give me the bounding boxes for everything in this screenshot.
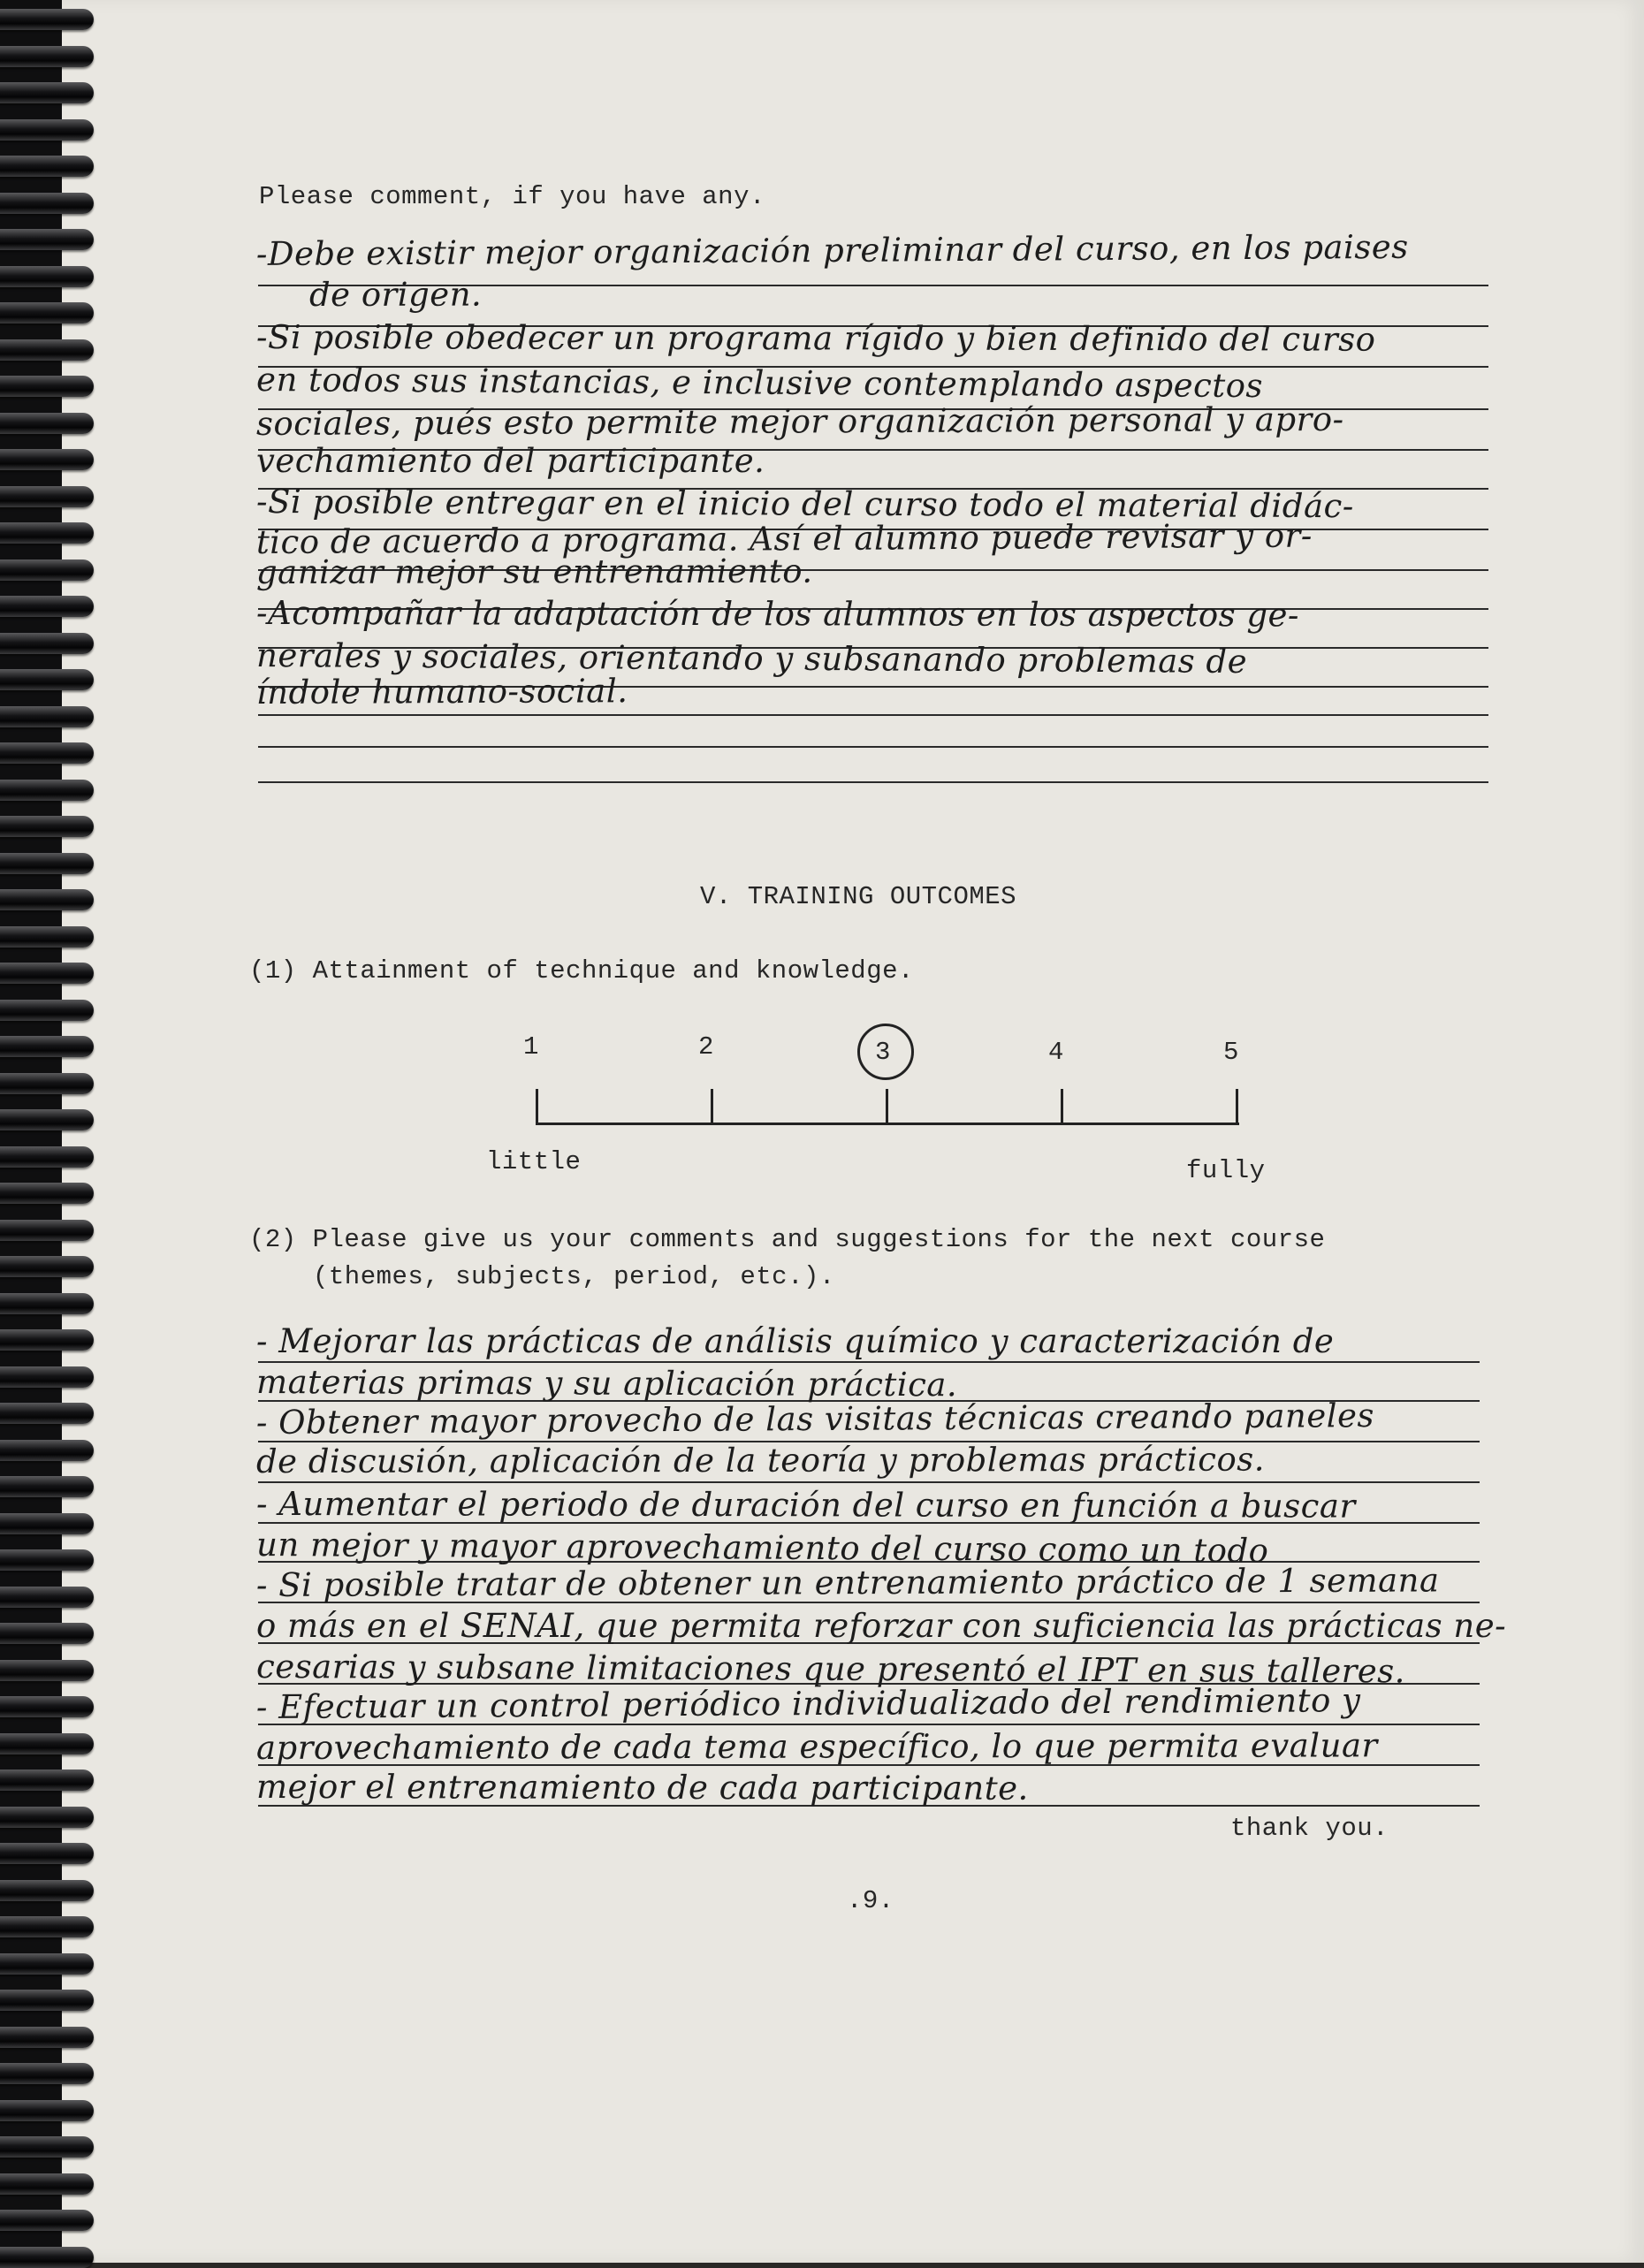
answer-line: materias primas y su aplicación práctica.	[256, 1363, 958, 1404]
ruled-line	[258, 746, 1488, 748]
comment-line: -Acompañar la adaptación de los alumnos en los aspectos ge-	[256, 594, 1300, 635]
binding-coil	[0, 2173, 94, 2195]
page-number: .9.	[847, 1886, 894, 1915]
binding-coil	[0, 633, 94, 654]
binding-coil	[0, 229, 94, 250]
scale-tick	[711, 1089, 713, 1124]
comment-prompt: Please comment, if you have any.	[259, 182, 765, 211]
comment-line: nerales y sociales, orientando y subsanando problemas de	[256, 636, 1248, 681]
answer-line: - Aumentar el periodo de duración del curso en función a buscar	[256, 1485, 1356, 1526]
binding-coil	[0, 1109, 94, 1130]
ruled-line	[258, 781, 1488, 783]
binding-coil	[0, 1696, 94, 1717]
binding-coil	[0, 1146, 94, 1168]
comment-line: -Si posible entregar en el inicio del curso todo el material didác-	[256, 483, 1354, 526]
binding-coil	[0, 1293, 94, 1314]
scale-tick	[536, 1089, 538, 1124]
binding-coil	[0, 1329, 94, 1351]
comment-line: tico de acuerdo a programa. Así el alumno puede revisar y or-	[255, 516, 1313, 561]
binding-coil	[0, 522, 94, 544]
binding-coil	[0, 1183, 94, 1204]
binding-coil	[0, 193, 94, 214]
ruled-line	[258, 1361, 1480, 1363]
binding-coil	[0, 1807, 94, 1828]
comment-line: vechamiento del participante.	[256, 442, 765, 480]
question-1-label: (1) Attainment of technique and knowledge.	[249, 956, 914, 986]
binding-coil	[0, 1733, 94, 1754]
binding-coil	[0, 119, 94, 141]
binding-coil	[0, 1843, 94, 1864]
selected-rating-circle	[857, 1024, 914, 1080]
binding-coil	[0, 1769, 94, 1791]
binding-coil	[0, 1036, 94, 1057]
answer-line: o más en el SENAI, que permita reforzar con suficiencia las prácticas ne-	[256, 1607, 1507, 1645]
binding-coil	[0, 1587, 94, 1608]
binding-coil	[0, 1403, 94, 1424]
binding-coil	[0, 742, 94, 764]
comment-line: -Debe existir mejor organización preliminar del curso, en los paises	[255, 227, 1409, 273]
binding-coil	[0, 853, 94, 874]
binding-coil	[0, 1623, 94, 1644]
scale-number: 2	[698, 1032, 714, 1062]
binding-coil	[0, 1220, 94, 1241]
binding-coil	[0, 9, 94, 30]
binding-coil	[0, 339, 94, 361]
binding-coil	[0, 413, 94, 434]
binding-coil	[0, 1000, 94, 1021]
binding-coil	[0, 2063, 94, 2084]
scale-tick	[1061, 1089, 1063, 1124]
scale-tick	[1236, 1089, 1238, 1124]
ruled-line	[258, 1481, 1480, 1483]
binding-coil	[0, 1916, 94, 1937]
comment-line: ganizar mejor su entrenamiento.	[255, 552, 813, 591]
binding-coil	[0, 559, 94, 581]
binding-coil	[0, 816, 94, 837]
question-2-label: (2) Please give us your comments and suggestions for the next course	[249, 1225, 1326, 1254]
section-title: V. TRAINING OUTCOMES	[700, 882, 1017, 911]
binding-coil	[0, 1366, 94, 1388]
binding-coil	[0, 1990, 94, 2011]
binding-coil	[0, 2210, 94, 2231]
answer-line: mejor el entrenamiento de cada participante.	[256, 1768, 1029, 1808]
answer-line: - Efectuar un control periódico individualizado del rendimiento y	[255, 1681, 1361, 1726]
binding-coil	[0, 2136, 94, 2158]
answer-line: - Obtener mayor provecho de las visitas técnicas creando paneles	[255, 1397, 1375, 1442]
binding-coil	[0, 1660, 94, 1681]
scale-number: 3	[875, 1038, 891, 1067]
binding-coil	[0, 926, 94, 948]
scale-high-label: fully	[1186, 1156, 1266, 1185]
binding-coil	[0, 449, 94, 470]
binding-coil	[0, 266, 94, 287]
binding-coil	[0, 376, 94, 397]
binding-coil	[0, 780, 94, 801]
comment-line: sociales, pués esto permite mejor organización personal y apro-	[255, 400, 1344, 443]
comment-line: de origen.	[308, 275, 483, 314]
binding-coil	[0, 1549, 94, 1571]
answer-line: un mejor y mayor aprovechamiento del curso como un todo	[256, 1526, 1269, 1571]
binding-coil	[0, 2247, 94, 2268]
binding-coil	[0, 486, 94, 507]
binding-coil	[0, 1440, 94, 1461]
comment-line: en todos sus instancias, e inclusive contemplando aspectos	[256, 361, 1264, 406]
answer-line: - Mejorar las prácticas de análisis químico y caracterización de	[256, 1322, 1335, 1360]
comment-line: índole humano-social.	[255, 672, 628, 712]
binding-coil	[0, 669, 94, 690]
binding-coil	[0, 302, 94, 323]
scale-number: 4	[1048, 1038, 1064, 1067]
answer-line: cesarias y subsane limitaciones que presentó el IPT en sus talleres.	[256, 1648, 1406, 1691]
binding-coil	[0, 1073, 94, 1094]
binding-coil	[0, 1513, 94, 1534]
binding-coil	[0, 156, 94, 177]
binding-coil	[0, 2100, 94, 2121]
binding-coil	[0, 1476, 94, 1497]
scale-number: 5	[1223, 1038, 1239, 1067]
binding-coil	[0, 1256, 94, 1277]
binding-coil	[0, 1953, 94, 1975]
binding-coil	[0, 46, 94, 67]
answer-line: aprovechamiento de cada tema específico, lo que permita evaluar	[255, 1726, 1378, 1767]
question-2-label-cont: (themes, subjects, period, etc.).	[313, 1262, 835, 1291]
scale-low-label: little	[486, 1147, 582, 1176]
comment-line: -Si posible obedecer un programa rígido y bien definido del curso	[256, 318, 1376, 359]
ruled-line	[258, 714, 1488, 716]
binding-coil	[0, 889, 94, 910]
binding-coil	[0, 596, 94, 617]
binding-coil	[0, 1880, 94, 1901]
closing-text: thank you.	[1230, 1814, 1389, 1843]
binding-coil	[0, 82, 94, 103]
binding-coil	[0, 706, 94, 727]
answer-line: de discusión, aplicación de la teoría y problemas prácticos.	[255, 1440, 1266, 1480]
binding-coil	[0, 2027, 94, 2048]
scale-tick	[886, 1089, 888, 1124]
binding-coil	[0, 963, 94, 984]
answer-line: - Si posible tratar de obtener un entrenamiento práctico de 1 semana	[255, 1561, 1440, 1604]
scale-number: 1	[523, 1032, 539, 1062]
